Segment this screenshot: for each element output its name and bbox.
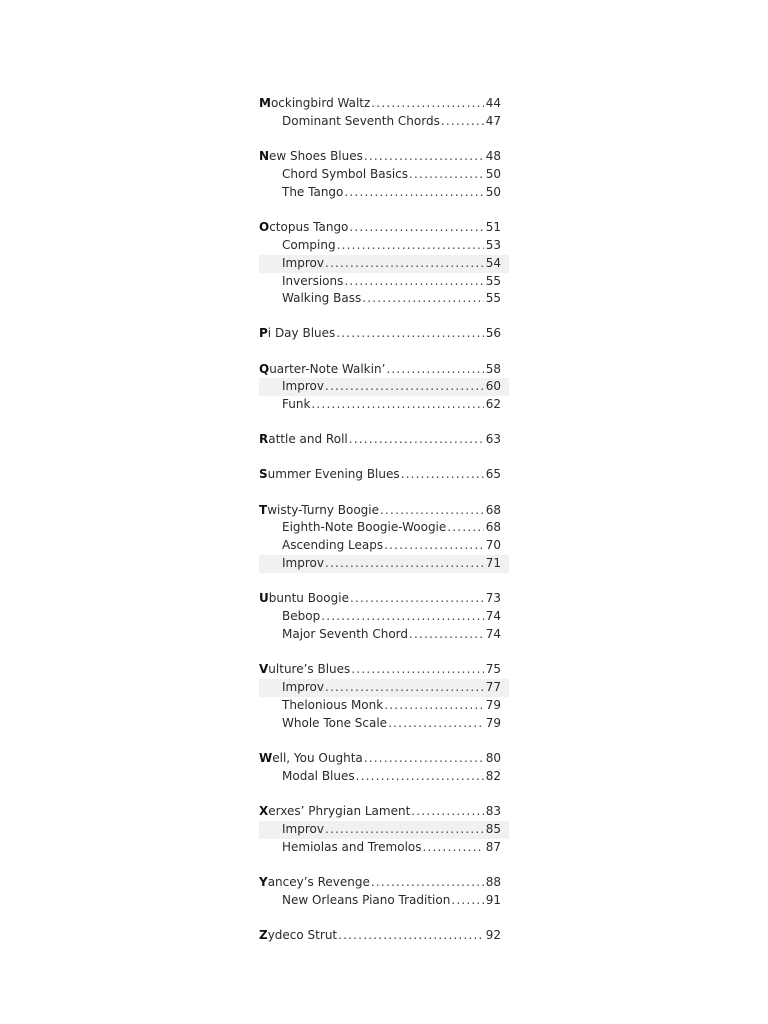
dot-leader [371, 95, 483, 113]
toc-subentry[interactable] [259, 608, 509, 626]
toc-subentry[interactable] [259, 166, 509, 184]
dot-leader [356, 768, 484, 786]
dot-leader [337, 237, 484, 255]
entry-title: Thelonious Monk [282, 697, 384, 712]
dot-leader [311, 396, 483, 414]
toc-entry[interactable] [259, 927, 509, 945]
entry-title-rest: attle and Roll [268, 432, 348, 447]
toc-subentry[interactable] [259, 237, 509, 255]
dot-leader [344, 273, 483, 291]
entry-title [259, 927, 337, 945]
dot-leader [336, 325, 483, 343]
dot-leader [409, 626, 484, 644]
toc-entry[interactable] [259, 325, 509, 343]
toc-group [259, 803, 509, 857]
dot-leader [344, 184, 483, 202]
dot-leader [325, 255, 484, 273]
entry-initial: U [259, 591, 269, 606]
dot-leader [321, 608, 484, 626]
toc-entry[interactable] [259, 219, 509, 237]
entry-title-rest: i Day Blues [267, 326, 336, 341]
dot-leader [364, 148, 484, 166]
dot-leader [338, 927, 484, 945]
page-number: 47 [485, 113, 501, 128]
entry-initial: W [259, 750, 273, 765]
entry-initial: N [259, 148, 270, 163]
toc-entry[interactable] [259, 661, 509, 679]
toc-subentry[interactable] [259, 626, 509, 644]
entry-title-rest: ew Shoes Blues [269, 148, 363, 163]
entry-title [259, 361, 385, 379]
toc-subentry[interactable] [259, 679, 509, 697]
page-number: 48 [485, 148, 501, 163]
page-number: 71 [485, 556, 501, 571]
toc-entry[interactable] [259, 750, 509, 768]
dot-leader [362, 290, 484, 308]
toc-subentry[interactable] [259, 113, 509, 131]
dot-leader [350, 590, 484, 608]
page-number: 54 [485, 255, 501, 270]
dot-leader [325, 378, 484, 396]
entry-title-rest: buntu Boogie [268, 591, 349, 606]
entry-title-rest: ummer Evening Blues [267, 467, 400, 482]
dot-leader [411, 803, 483, 821]
entry-title: Whole Tone Scale [282, 715, 388, 730]
entry-title [259, 590, 349, 608]
page-number: 82 [485, 768, 501, 783]
page-number: 91 [485, 892, 501, 907]
page-number: 74 [485, 627, 501, 642]
page-number: 63 [485, 432, 501, 447]
entry-title [259, 148, 363, 166]
entry-title [259, 219, 348, 237]
entry-title [259, 95, 370, 113]
entry-initial: Z [259, 927, 268, 942]
page-number: 60 [485, 379, 501, 394]
entry-title: Improv [282, 680, 324, 695]
page-number: 88 [485, 874, 501, 889]
entry-initial: V [259, 662, 269, 677]
toc-group [259, 431, 509, 449]
entry-title-rest: ockingbird Waltz [270, 96, 371, 110]
entry-initial: Y [259, 874, 268, 889]
toc-entry[interactable] [259, 466, 509, 484]
entry-initial: Q [259, 361, 270, 376]
toc-group [259, 95, 509, 131]
page-number: 53 [485, 237, 501, 252]
entry-title-rest: ancey’s Revenge [267, 874, 370, 889]
page-number: 50 [485, 184, 501, 199]
page-number: 79 [485, 697, 501, 712]
dot-leader [325, 555, 484, 573]
entry-title [259, 874, 370, 892]
page-number: 68 [485, 502, 501, 517]
page-number: 79 [485, 715, 501, 730]
page-number: 74 [485, 609, 501, 624]
entry-title-rest: ell, You Oughta [272, 750, 363, 765]
entry-title [259, 431, 348, 449]
toc-entry[interactable] [259, 502, 509, 520]
page-number: 68 [485, 520, 501, 535]
entry-title [259, 325, 335, 343]
page-number: 55 [485, 273, 501, 288]
toc-entry[interactable] [259, 874, 509, 892]
toc-group [259, 661, 509, 733]
entry-title: Improv [282, 556, 324, 571]
toc-group [259, 219, 509, 308]
entry-title: Funk [282, 397, 311, 412]
toc-subentry[interactable] [259, 273, 509, 291]
toc-subentry[interactable] [259, 184, 509, 202]
entry-title [259, 803, 410, 821]
toc-subentry[interactable] [259, 290, 509, 308]
page-number: 50 [485, 166, 501, 181]
dot-leader [447, 519, 483, 537]
toc-entry[interactable] [259, 803, 509, 821]
dot-leader [371, 874, 484, 892]
entry-title: Improv [282, 821, 324, 836]
entry-initial: M [259, 96, 271, 110]
dot-leader [384, 537, 484, 555]
toc-subentry[interactable] [259, 697, 509, 715]
entry-title [259, 502, 379, 520]
toc-subentry[interactable] [259, 378, 509, 396]
toc-group [259, 361, 509, 415]
dot-leader [451, 892, 483, 910]
dot-leader [409, 166, 484, 184]
dot-leader [325, 679, 484, 697]
entry-title [259, 661, 350, 679]
entry-title-rest: uarter-Note Walkin’ [269, 361, 386, 376]
entry-initial: T [259, 502, 268, 517]
dot-leader [386, 361, 483, 379]
entry-title: Improv [282, 255, 324, 270]
toc-entry[interactable] [259, 148, 509, 166]
entry-title: Ascending Leaps [282, 538, 384, 553]
entry-title-rest: erxes’ Phrygian Lament [268, 803, 411, 818]
entry-initial: R [259, 432, 269, 447]
page-number: 87 [485, 839, 501, 854]
entry-title: Bebop [282, 609, 321, 624]
page-number: 70 [485, 538, 501, 553]
page-number: 80 [485, 750, 501, 765]
entry-title: Comping [282, 237, 336, 252]
table-of-contents [259, 95, 509, 962]
entry-title: Walking Bass [282, 291, 362, 306]
dot-leader [325, 821, 484, 839]
page-number: 55 [485, 291, 501, 306]
toc-entry[interactable] [259, 95, 509, 113]
entry-title: Major Seventh Chord [282, 627, 409, 642]
toc-entry[interactable] [259, 590, 509, 608]
dot-leader [384, 697, 484, 715]
page-number: 51 [485, 219, 501, 234]
dot-leader [349, 431, 484, 449]
page-number: 58 [485, 361, 501, 376]
dot-leader [388, 715, 484, 733]
page-number: 44 [485, 96, 501, 110]
dot-leader [380, 502, 484, 520]
toc-subentry[interactable] [259, 821, 509, 839]
dot-leader [441, 113, 484, 131]
entry-title: Improv [282, 379, 324, 394]
dot-leader [349, 219, 483, 237]
toc-entry[interactable] [259, 361, 509, 379]
entry-title: Modal Blues [282, 768, 355, 783]
entry-title: Hemiolas and Tremolos [282, 839, 422, 854]
entry-initial: S [259, 467, 268, 482]
toc-group [259, 590, 509, 644]
toc-group [259, 466, 509, 484]
toc-group [259, 927, 509, 945]
entry-title: Inversions [282, 273, 344, 288]
page-number: 92 [485, 927, 501, 942]
entry-initial: O [259, 219, 270, 234]
toc-subentry[interactable] [259, 519, 509, 537]
toc-subentry[interactable] [259, 715, 509, 733]
toc-group [259, 874, 509, 910]
entry-title: Chord Symbol Basics [282, 166, 409, 181]
page-number: 75 [485, 662, 501, 677]
entry-title: Eighth-Note Boogie-Woogie [282, 520, 447, 535]
toc-subentry[interactable] [259, 555, 509, 573]
entry-title-rest: wisty-Turny Boogie [267, 502, 380, 517]
page-number: 83 [485, 803, 501, 818]
entry-title-rest: ydeco Strut [267, 927, 338, 942]
toc-subentry[interactable] [259, 839, 509, 857]
dot-leader [351, 661, 483, 679]
entry-title: Dominant Seventh Chords [282, 113, 440, 128]
entry-initial: X [259, 803, 269, 818]
toc-group [259, 325, 509, 343]
toc-group [259, 502, 509, 574]
page-number: 73 [485, 591, 501, 606]
toc-group [259, 148, 509, 202]
toc-subentry[interactable] [259, 396, 509, 414]
entry-title [259, 750, 363, 768]
toc-group [259, 750, 509, 786]
toc-entry[interactable] [259, 431, 509, 449]
dot-leader [401, 466, 484, 484]
entry-initial: P [259, 326, 268, 341]
dot-leader [423, 839, 484, 857]
entry-title-rest: ulture’s Blues [268, 662, 351, 677]
page-number: 56 [485, 326, 501, 341]
entry-title: The Tango [282, 184, 344, 199]
dot-leader [364, 750, 484, 768]
entry-title [259, 466, 400, 484]
page-number: 62 [485, 397, 501, 412]
page-number: 65 [485, 467, 501, 482]
page-number: 77 [485, 680, 501, 695]
toc-subentry[interactable] [259, 892, 509, 910]
entry-title: New Orleans Piano Tradition [282, 892, 451, 907]
toc-subentry[interactable] [259, 768, 509, 786]
toc-subentry[interactable] [259, 255, 509, 273]
entry-title-rest: ctopus Tango [269, 219, 349, 234]
toc-subentry[interactable] [259, 537, 509, 555]
page-number: 85 [485, 821, 501, 836]
